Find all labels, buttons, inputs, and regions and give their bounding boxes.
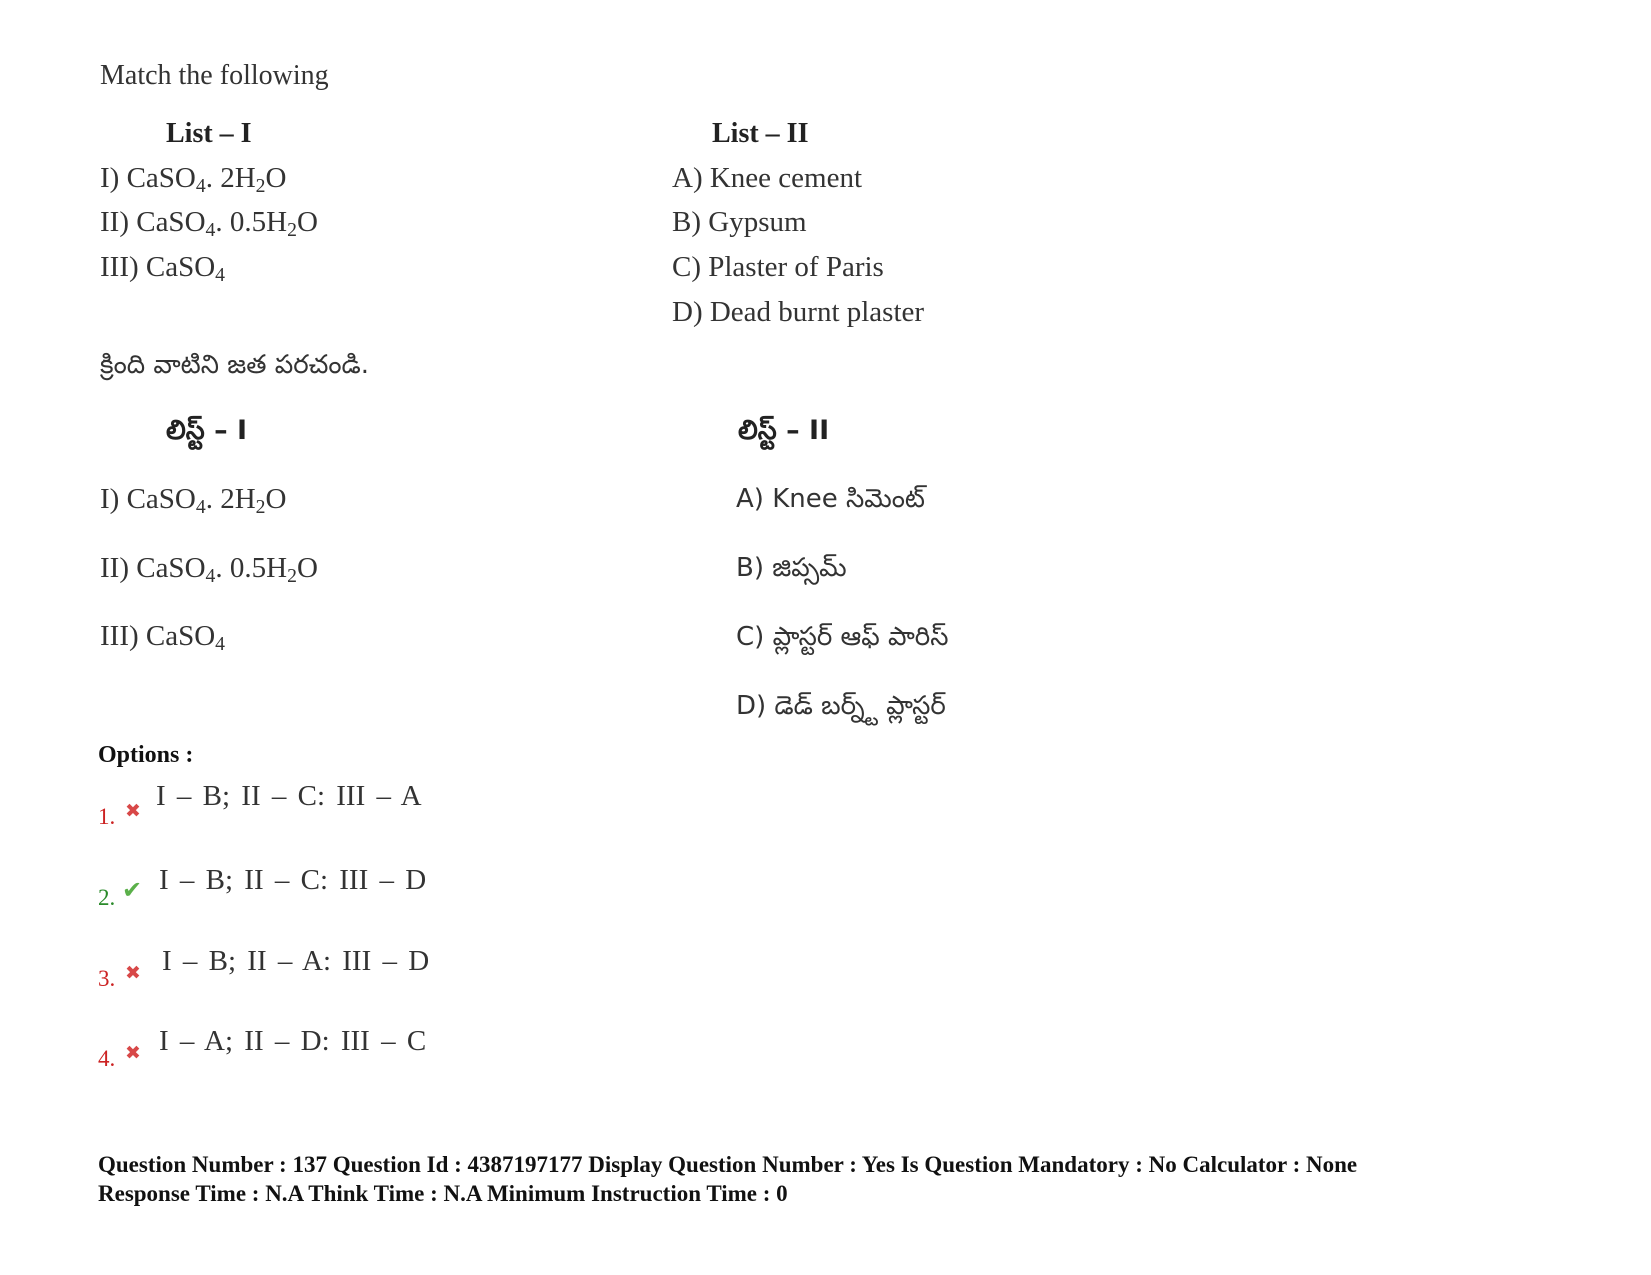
list2-te-item-4: D) డెడ్ బర్న్ట్ ప్లాస్టర్ xyxy=(736,691,946,721)
list2-en-item-4: D) Dead burnt plaster xyxy=(672,296,925,328)
list2-te-item-3: C) ప్లాస్టర్ ఆఫ్ పారిస్ xyxy=(736,622,949,652)
option-2-number: 2. xyxy=(98,885,116,910)
options-label: Options : xyxy=(98,742,194,768)
option-3-text[interactable]: I – B; II – A: III – D xyxy=(162,945,430,977)
option-2-text[interactable]: I – B; II – C: III – D xyxy=(159,864,427,896)
correct-check-icon: ✔ xyxy=(122,876,143,904)
list1-en-item-1: I) CaSO$_4$. $2H_2O$ xyxy=(100,162,287,197)
option-3-number: 3. xyxy=(98,966,116,991)
list1-te-item-1: I) CaSO$_4$. $2H_2O$ xyxy=(100,483,287,518)
option-1-number: 1. xyxy=(98,804,116,829)
list2-en-item-1: A) Knee cement xyxy=(672,162,863,194)
list1-header-en: List – I xyxy=(166,118,252,149)
list2-header-en: List – II xyxy=(712,118,809,149)
metadata-line-1: Question Number : 137 Question Id : 4387197177 Display Question Number : Yes Is Question Mandatory : No Calculator : None xyxy=(98,1152,1358,1177)
list2-en-item-2: B) Gypsum xyxy=(672,206,807,238)
option-1-text[interactable]: I – B; II – C: III – A xyxy=(156,780,422,812)
list1-en-item-3: III) CaSO$_4$ xyxy=(100,251,226,286)
wrong-cross-icon: ✖ xyxy=(125,962,141,984)
list1-te-item-2: II) CaSO$_4$. $0.5H_2O$ xyxy=(100,552,318,587)
list2-en-item-3: C) Plaster of Paris xyxy=(672,251,884,283)
list2-te-item-1: A) Knee సిమెంట్ xyxy=(736,484,925,514)
list1-header-te: లిస్ట్ – I xyxy=(166,415,248,446)
question-intro-te: క్రింది వాటిని జత పరచండి. xyxy=(100,350,370,380)
option-4-number: 4. xyxy=(98,1046,116,1071)
metadata-line-2: Response Time : N.A Think Time : N.A Minimum Instruction Time : 0 xyxy=(98,1181,788,1206)
question-intro-en: Match the following xyxy=(100,60,329,91)
list2-te-item-2: B) జిప్సమ్ xyxy=(736,553,847,583)
list2-header-te: లిస్ట్ – II xyxy=(738,415,830,446)
wrong-cross-icon: ✖ xyxy=(125,1042,141,1064)
option-4-text[interactable]: I – A; II – D: III – C xyxy=(159,1025,427,1057)
list1-te-item-3: III) CaSO$_4$ xyxy=(100,620,226,655)
wrong-cross-icon: ✖ xyxy=(125,800,141,822)
list1-en-item-2: II) CaSO$_4$. $0.5H_2O$ xyxy=(100,206,318,241)
